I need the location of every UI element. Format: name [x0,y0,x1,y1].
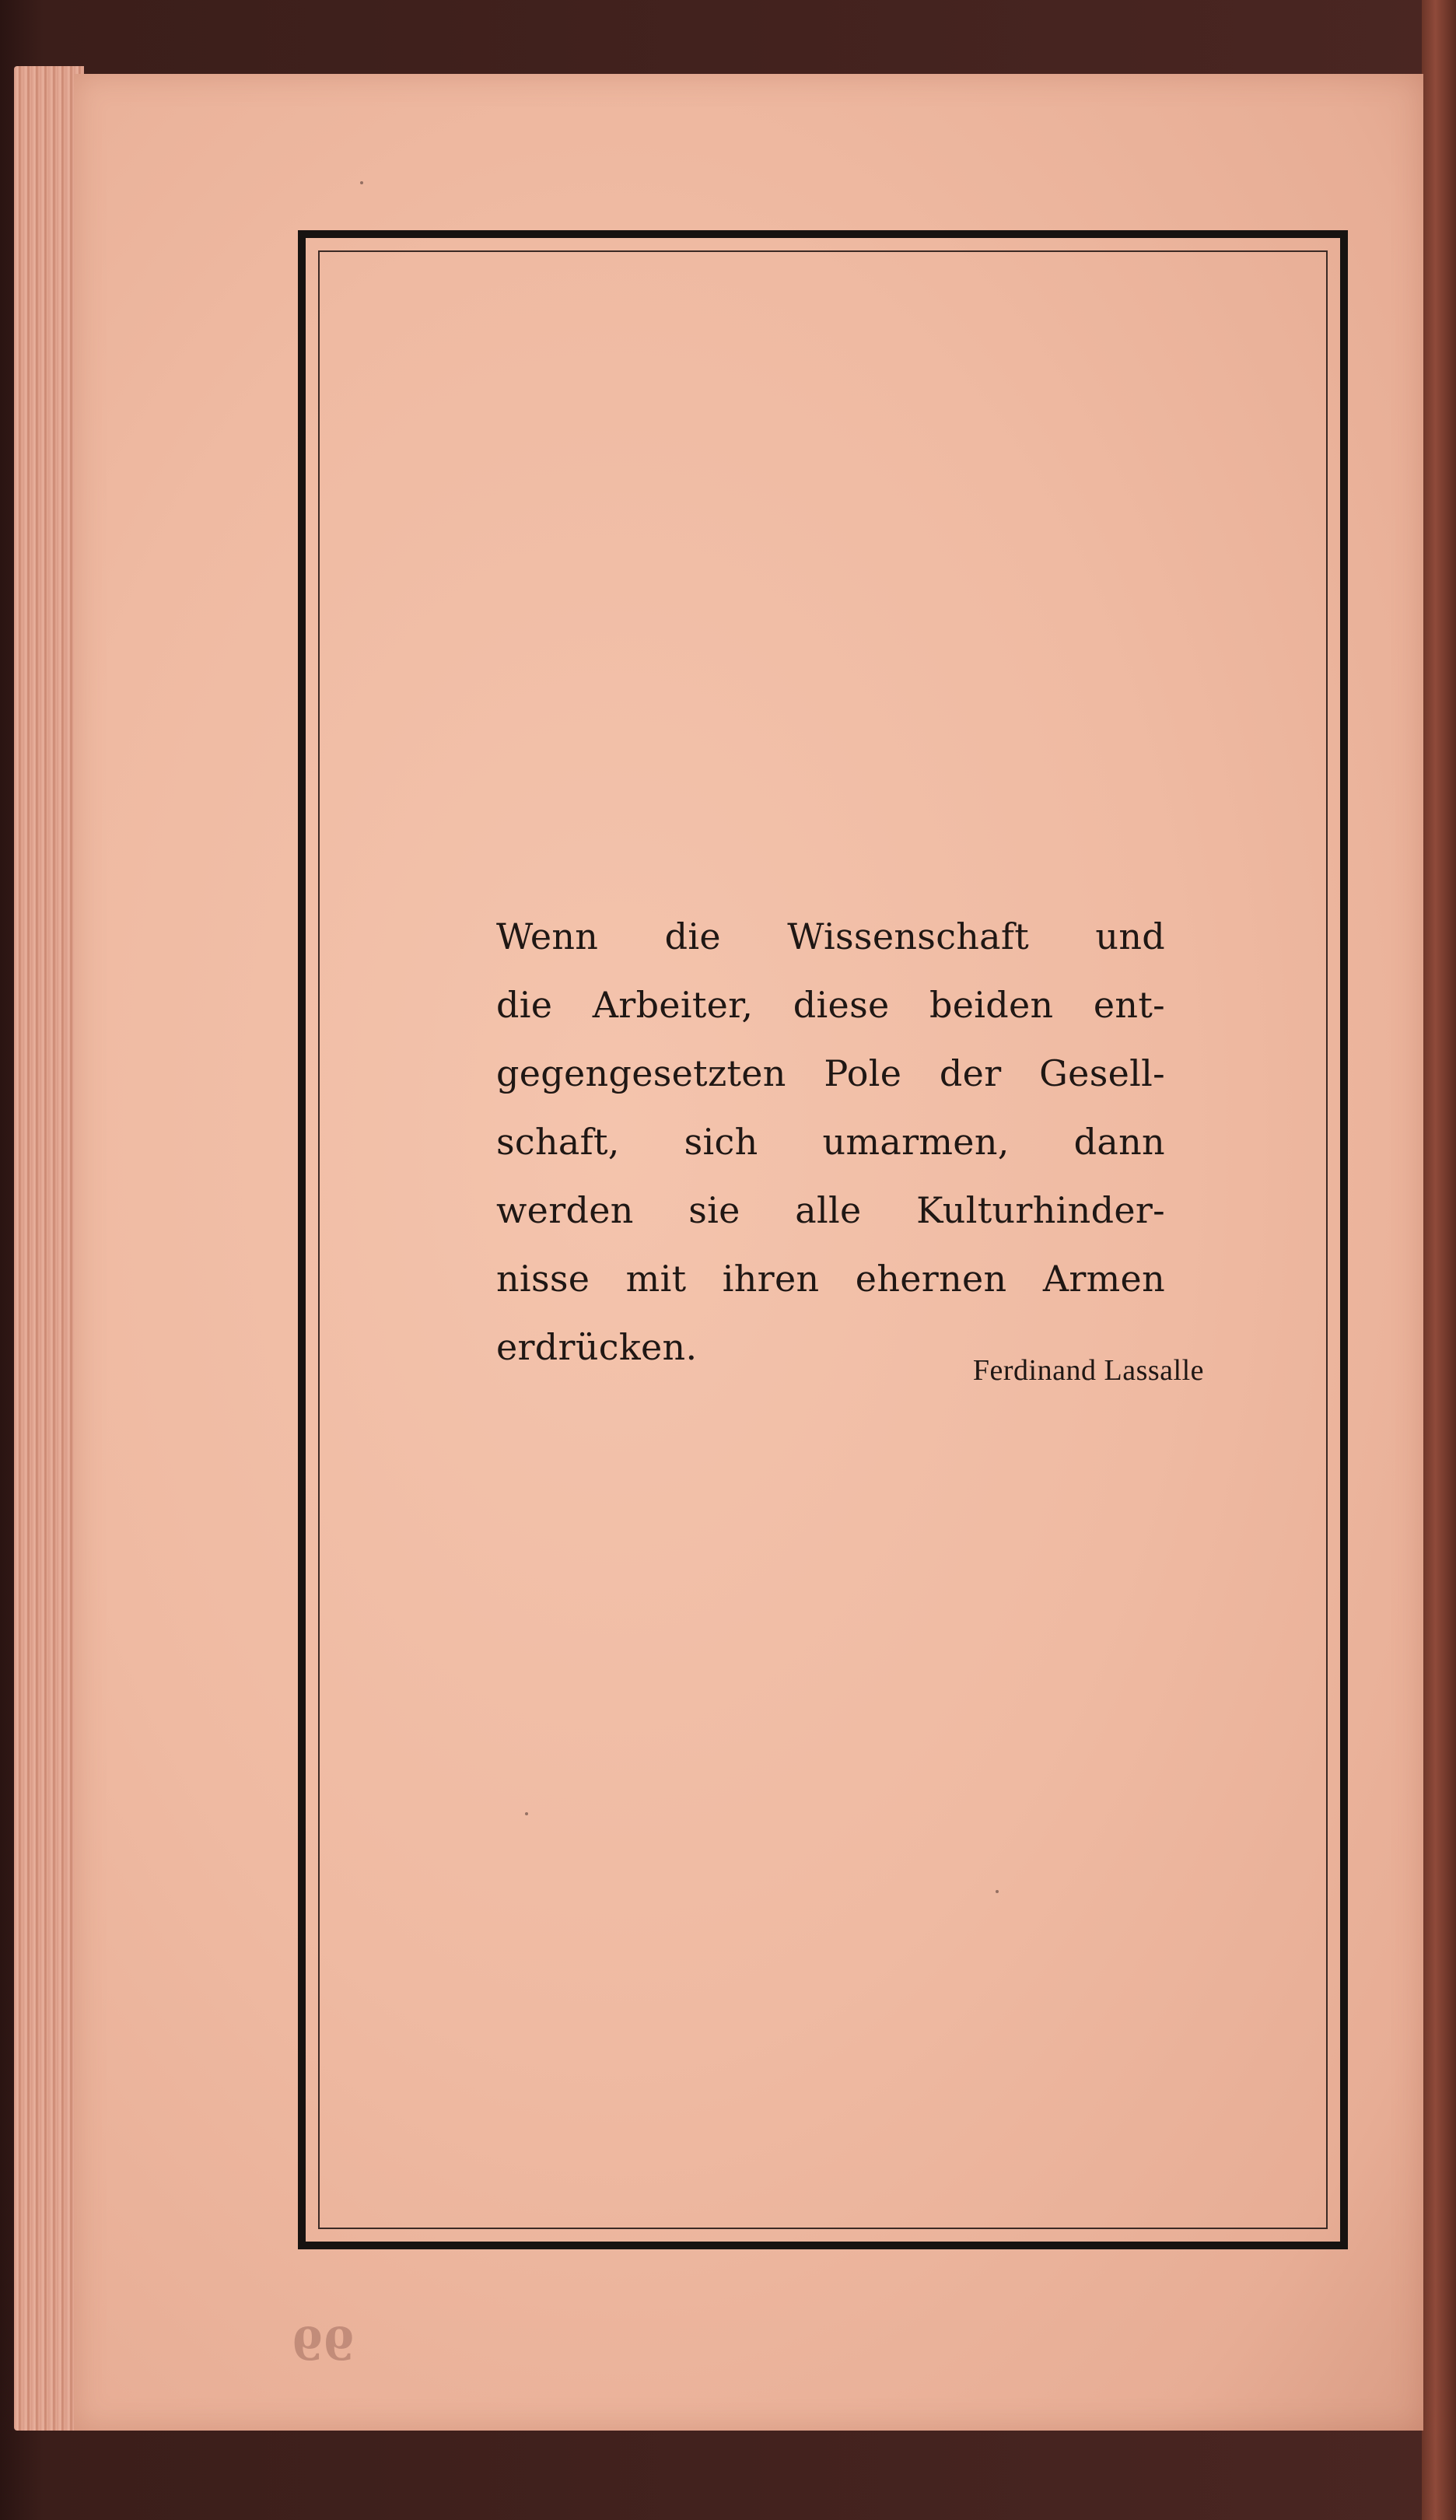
quote-author: Ferdinand Lassalle [972,1354,1204,1387]
back-cover-edge [1422,0,1456,2520]
page-number-showthrough: 99 [292,2318,355,2371]
quote-line: die Arbeiter, diese beiden ent- [496,984,1165,1026]
quote-line: erdrücken. [496,1326,698,1368]
quote-line: werden sie alle Kulturhinder- [496,1189,1165,1231]
paper-speck [360,181,363,184]
quote-line: nisse mit ihren ehernen Armen [496,1258,1165,1300]
quote-line: Wenn die Wissenschaft und [496,915,1165,957]
paper-speck [996,1890,999,1893]
quote-line: schaft, sich umarmen, dann [496,1121,1165,1163]
quote-text [496,902,1165,1381]
paper-speck [525,1812,528,1815]
quote-line: gegengesetzten Pole der Gesell- [496,1052,1165,1094]
